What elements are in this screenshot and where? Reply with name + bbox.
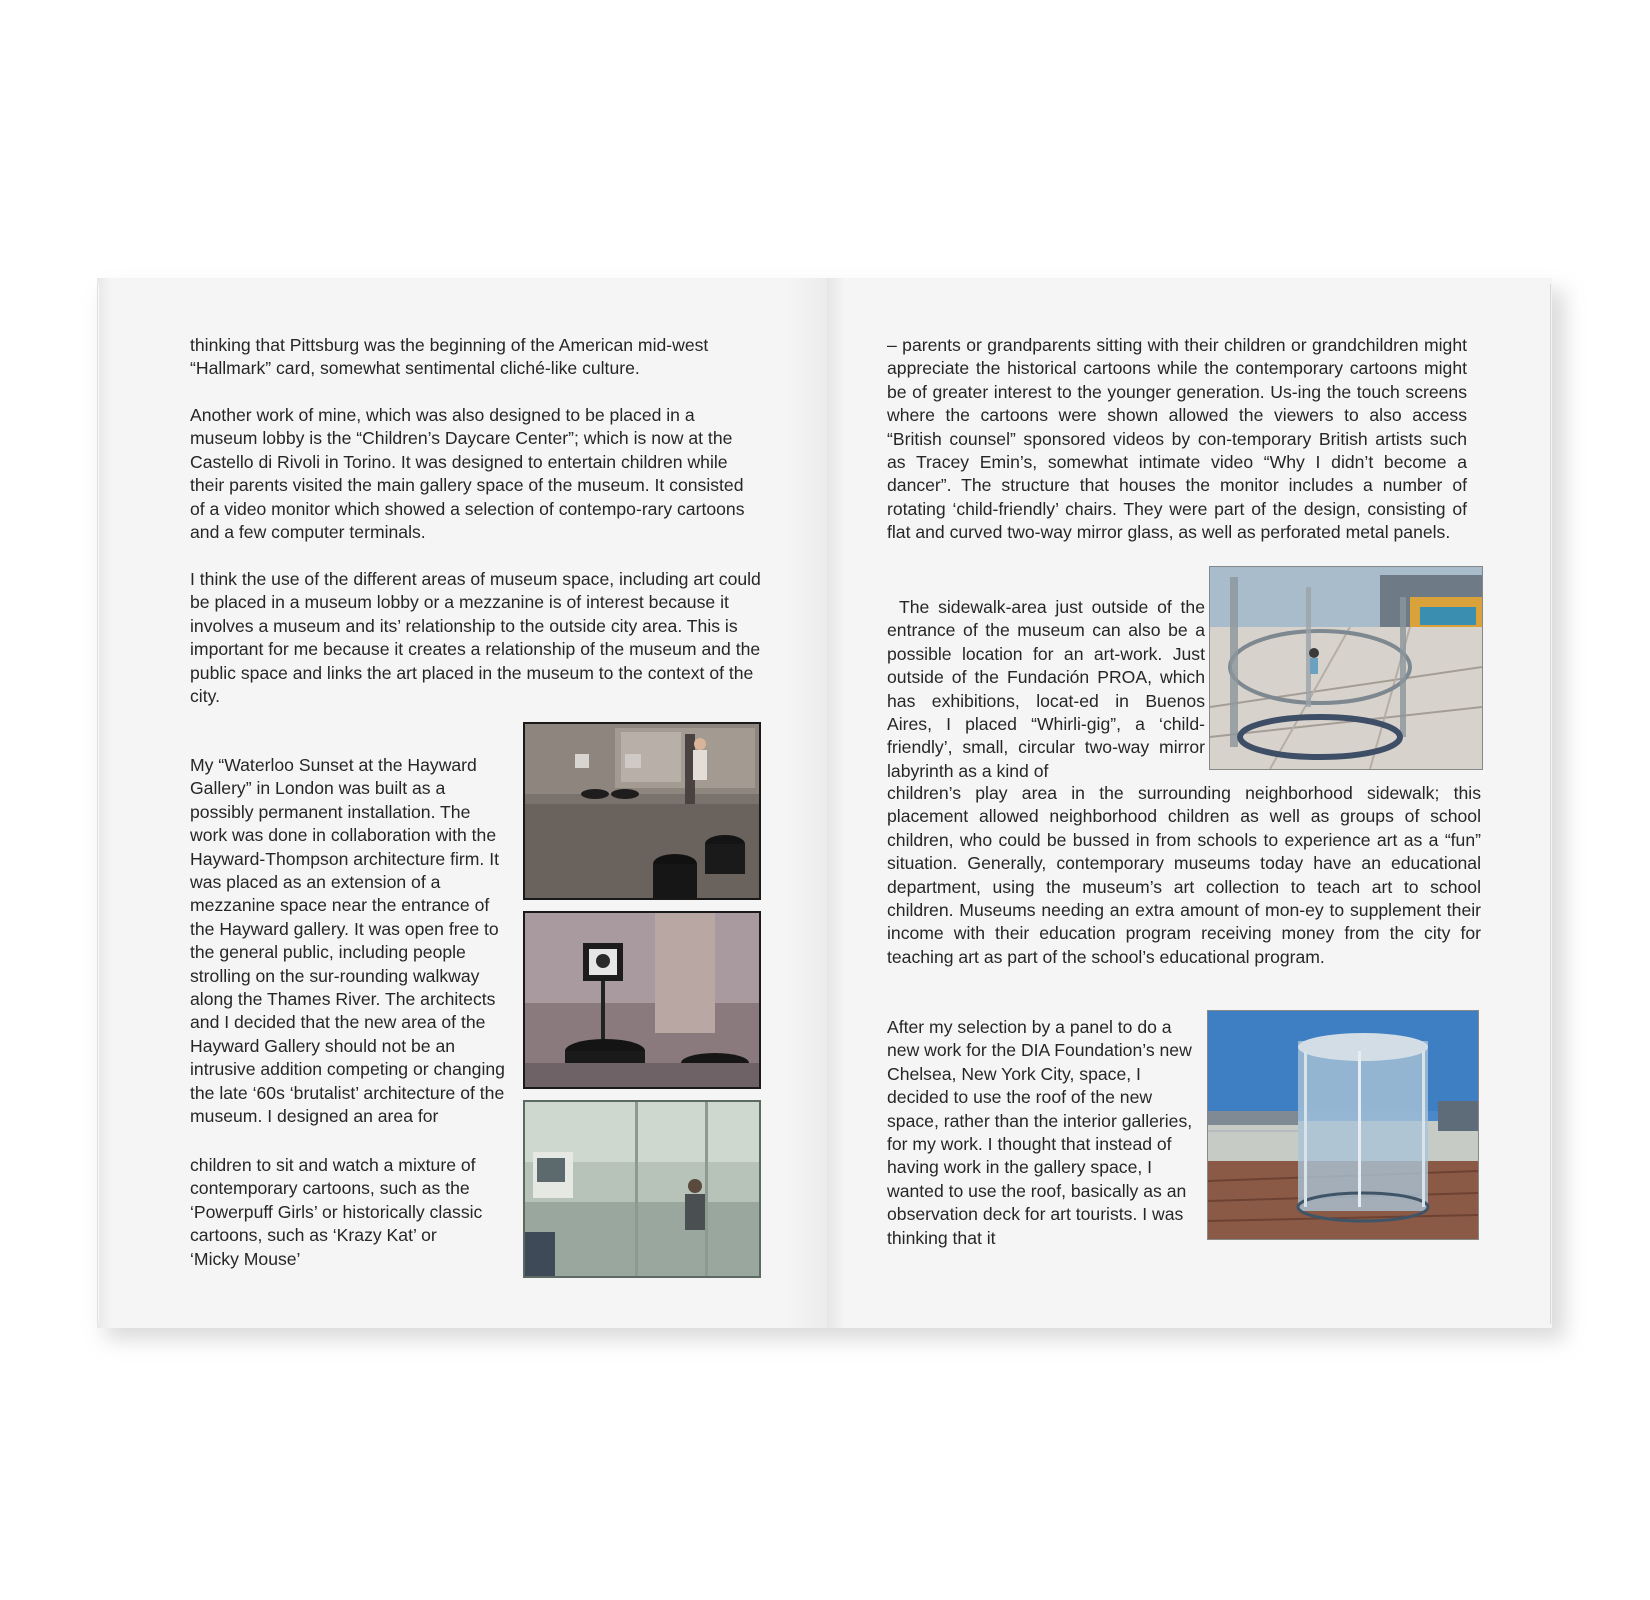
paragraph-text: The sidewalk-area just outside of the entrance of the museum can also be a possible location for an art-work. Just outside of the Fundación PROA, which has exhibitions, locat-ed in Buenos Aires, I placed “Whirli-gig”, a ‘child-friendly’, small, circular two-way mirror labyrinth as a kind of <box>887 597 1205 781</box>
left-paragraph-3 <box>190 568 775 708</box>
paragraph-text: thinking that Pittsburg was the beginning of the American mid-west “Hallmark” card, somewhat sentimental cliché-like culture. <box>190 335 709 379</box>
dia-roof-photo <box>1207 1010 1479 1240</box>
left-page <box>97 278 827 1328</box>
paragraph-text: Another work of mine, which was also designed to be placed in a museum lobby is the “Children’s Daycare Center”; which is now at the Castello di Rivoli in Torino. It was designed to entertain children while their parents visited the main gallery space of the museum. It consisted of a video monitor which showed a selection of contempo-rary cartoons and a few computer terminals. <box>190 405 745 543</box>
hayward-photo-1 <box>523 722 761 900</box>
left-paragraph-2 <box>190 404 763 544</box>
whirligig-photo <box>1209 566 1483 770</box>
paragraph-text: After my selection by a panel to do a new work for the DIA Foundation’s new Chelsea, New York City, space, I decided to use the roof of the new space, rather than the interior galleries, for my work. I thought that instead of having work in the gallery space, I wanted to use the roof, basically as an observation deck for art tourists. I was thinking that it <box>887 1017 1193 1248</box>
paragraph-text: children’s play area in the surrounding neighborhood sidewalk; this placement allowed neighborhood children as well as groups of school children, who could be bussed in from schools to experience art as a “fun” situation. Generally, contemporary museums today have an educational department, using the museum’s art collection to teach art to school children. Museums needing an extra amount of mon-ey to supplement their income with their education program receiving money from the city for teaching art as part of the school’s educational program. <box>887 783 1481 967</box>
right-page <box>827 278 1552 1328</box>
right-paragraph-3 <box>887 1016 1199 1250</box>
left-paragraph-4 <box>190 754 505 1129</box>
paragraph-text: I think the use of the different areas of museum space, including art could be placed in a museum lobby or a mezzanine is of interest because it involves a museum and its’ relationship to the outside city area. This is important for me because it creates a relationship of the museum and the public space and links the art placed in the museum to the context of the city. <box>190 569 761 707</box>
open-book <box>97 278 1552 1328</box>
hayward-photo-2 <box>523 911 761 1089</box>
right-paragraph-1 <box>887 334 1467 545</box>
paragraph-text: – parents or grandparents sitting with their children or grandchildren might appreciate the historical cartoons while the contemporary cartoons might be of greater interest to the younger generation. Us-ing the touch screens where the cartoons were shown allowed the viewers to also access “British counsel” sponsored videos by con-temporary British artists such as Tracey Emin’s, somewhat intimate video “Why I didn’t become a dancer”. The structure that houses the monitor includes a number of rotating ‘child-friendly’ chairs. They were part of the design, consisting of flat and curved two-way mirror glass, as well as perforated metal panels. <box>887 335 1467 543</box>
page-edge <box>97 284 99 1322</box>
right-paragraph-2a <box>887 596 1205 783</box>
paragraph-text: children to sit and watch a mixture of contemporary cartoons, such as the ‘Powerpuff Girls’ or historically classic cartoons, such as ‘Krazy Kat’ or ‘Micky Mouse’ <box>190 1155 483 1269</box>
paragraph-text: My “Waterloo Sunset at the Hayward Gallery” in London was built as a possibly permanent installation. The work was done in collaboration with the Hayward-Thompson architecture firm. It was placed as an extension of a mezzanine space near the entrance of the Hayward gallery. It was open free to the general public, including people strolling on the sur-rounding walkway along the Thames River. The architects and I decided that the new area of the Hayward Gallery should not be an intrusive addition competing or changing the late ‘60s ‘brutalist’ architecture of the museum. I designed an area for <box>190 755 505 1127</box>
right-paragraph-2b <box>887 782 1481 969</box>
left-paragraph-5 <box>190 1154 490 1271</box>
hayward-photo-3 <box>523 1100 761 1278</box>
left-paragraph-1 <box>190 334 755 381</box>
page-edge <box>1550 284 1552 1324</box>
